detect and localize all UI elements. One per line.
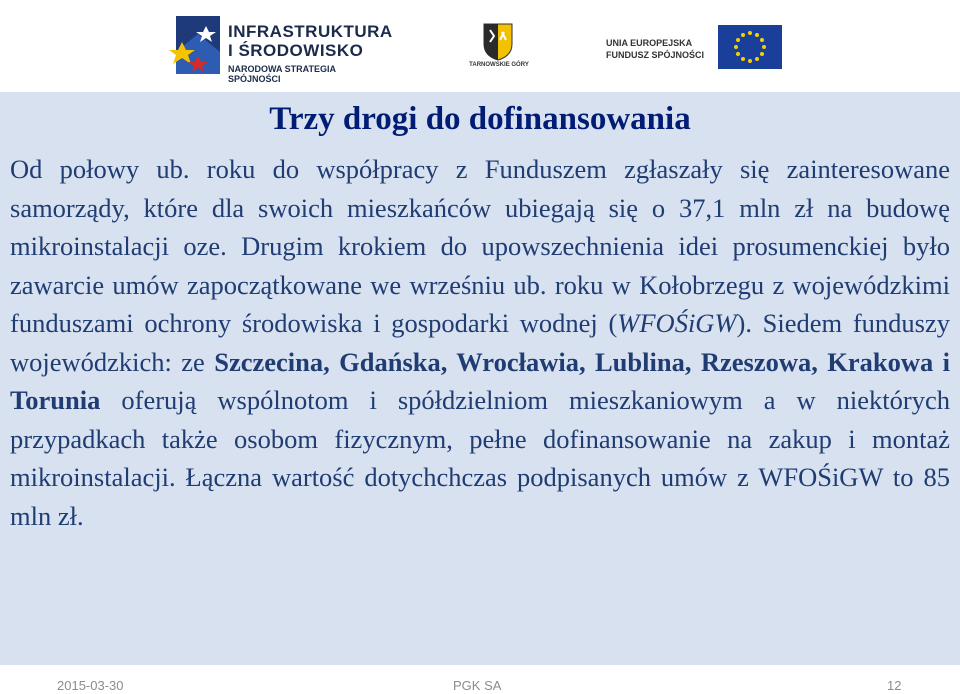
infrastruktura-logo-line3: NARODOWA STRATEGIA SPÓJNOŚCI bbox=[228, 64, 336, 84]
body-paragraph bbox=[10, 150, 950, 535]
footer-date: 2015-03-30 bbox=[57, 678, 124, 693]
body-text-part1: Od połowy ub. roku do współpracy z Funduszem zgłaszały się zainteresowane samorządy, które dla swoich mieszkańców ubiegają się o 37,1 mln zł na budowę mikroinstalacji oze. Drugim krokiem do upowszechnienia idei prosumenckiej było zawarcie umów zapoczątkowane we wrześniu ub. roku w Kołobrzegu z wojewódzkimi funduszami ochrony środowiska i gospodarki wodnej ( bbox=[10, 154, 950, 338]
cities-list: Szczecina, Gdańska, Wrocławia, Lublina, Rzeszowa, Krakowa i Torunia bbox=[10, 346, 950, 415]
eu-logo bbox=[606, 24, 782, 74]
tarnowskie-gory-caption: TARNOWSKIE GÓRY bbox=[469, 62, 529, 68]
footer-company: PGK SA bbox=[453, 678, 502, 693]
tarnowskie-gory-crest-icon bbox=[468, 22, 528, 62]
slide-title: Trzy drogi do dofinansowania bbox=[269, 101, 691, 137]
infrastruktura-logo bbox=[168, 12, 393, 84]
body-text-part2: ). Siedem funduszy wojewódzkich: ze bbox=[10, 308, 950, 377]
tarnowskie-gory-logo bbox=[468, 22, 528, 82]
infrastruktura-emblem-icon bbox=[168, 12, 224, 78]
infrastruktura-logo-line2: I ŚRODOWISKO bbox=[228, 41, 364, 60]
eu-logo-line1: UNIA EUROPEJSKA bbox=[606, 38, 693, 48]
header-band bbox=[0, 0, 960, 92]
eu-flag-icon bbox=[718, 25, 782, 69]
eu-logo-line2: FUNDUSZ SPÓJNOŚCI bbox=[606, 50, 705, 60]
body-text-part3: oferują wspólnotom i spółdzielniom mieszkaniowym a w niektórych przypadkach także osobom fizycznym, pełne dofinansowanie na zakup i montaż mikroinstalacji. Łączna wartość dotychchczas podpisanych umów z WFOŚiGW to 85 mln zł. bbox=[10, 385, 950, 531]
logo-strip bbox=[148, 0, 788, 92]
infrastruktura-logo-line1: INFRASTRUKTURA bbox=[228, 22, 393, 41]
slide-content bbox=[0, 92, 960, 665]
footer-page-number: 12 bbox=[887, 678, 902, 693]
slide-footer bbox=[0, 665, 960, 694]
wfosigw-abbreviation: WFOŚiGW bbox=[617, 308, 737, 338]
